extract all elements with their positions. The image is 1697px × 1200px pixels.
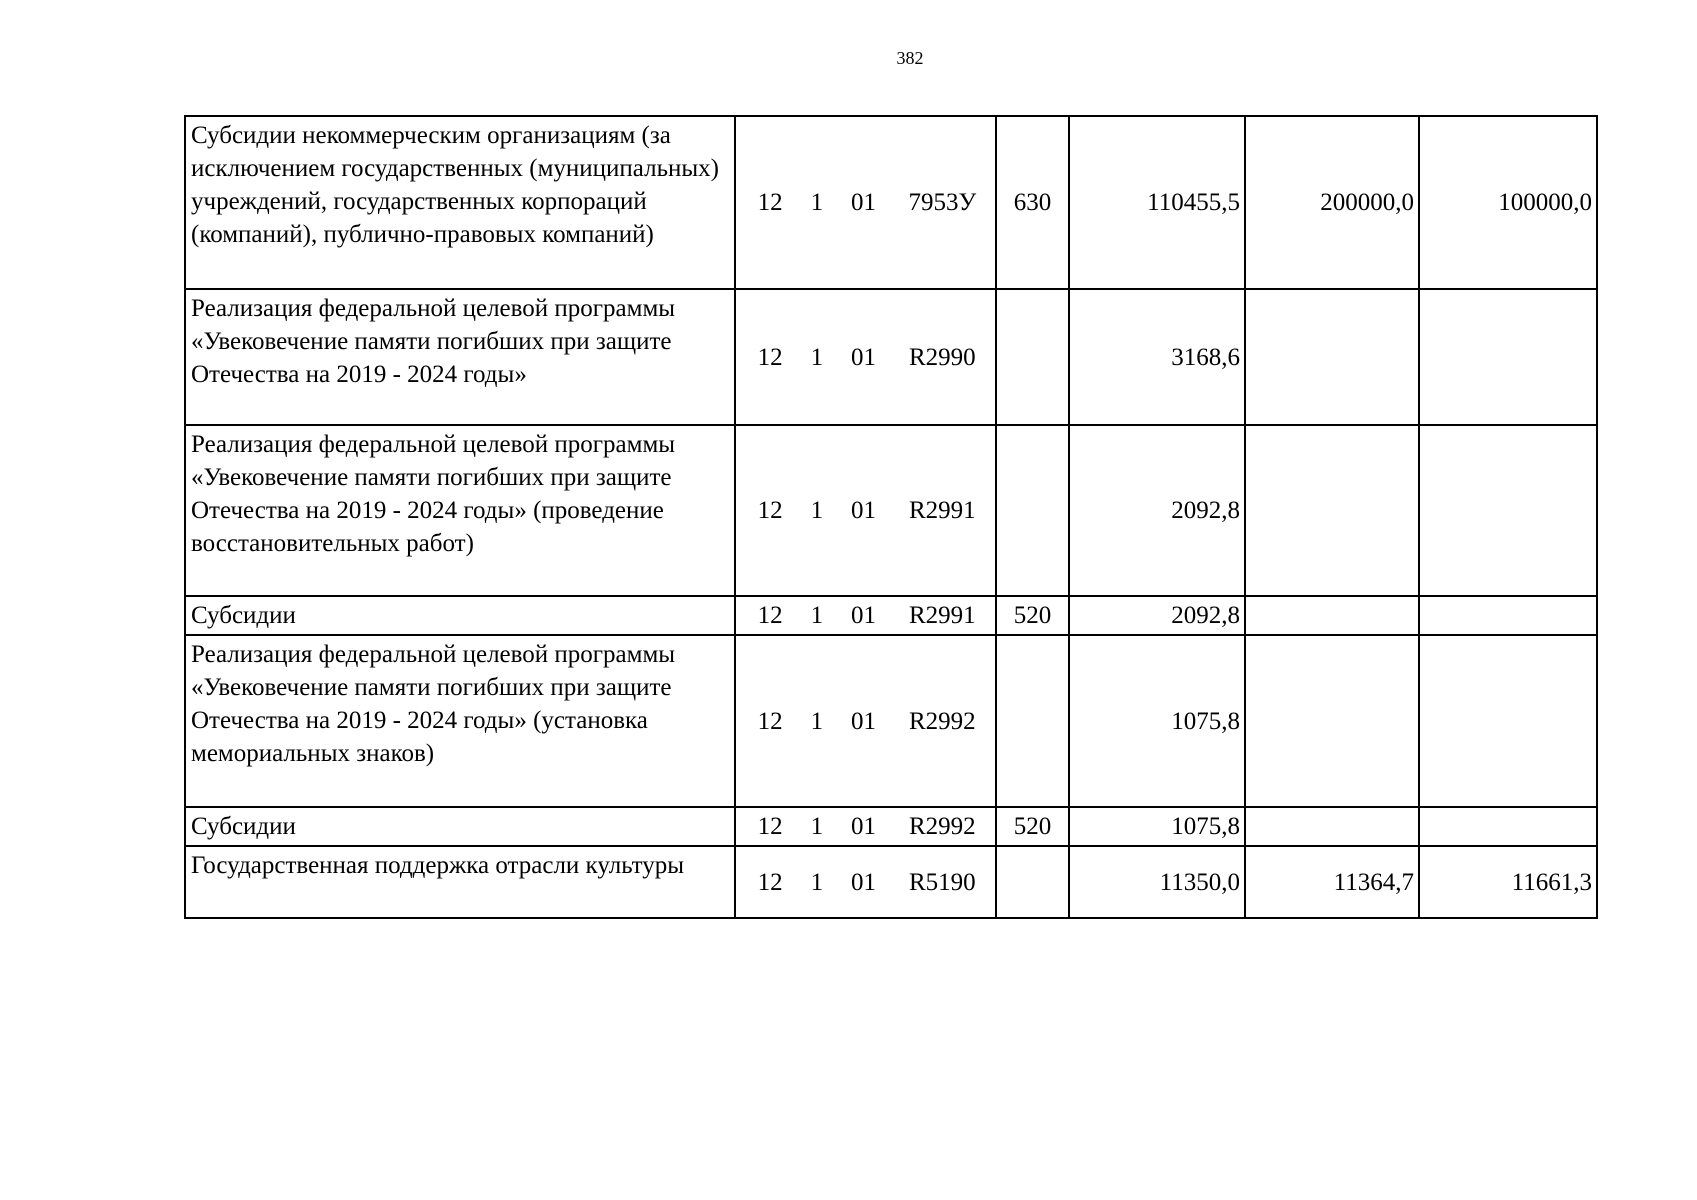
code-direction: R2991: [909, 602, 976, 629]
code-direction: 7953У: [908, 189, 977, 216]
code-subprogram: 1: [810, 497, 824, 524]
row-sum-2: 11364,7: [1245, 846, 1419, 918]
row-codes: [735, 807, 996, 846]
code-main-event: 01: [851, 868, 877, 896]
row-expense-type: [996, 846, 1069, 918]
row-sum-3: 100000,0: [1419, 116, 1597, 289]
code-program: 12: [757, 813, 783, 840]
code-main-event: 01: [851, 707, 877, 735]
code-program: 12: [757, 868, 783, 896]
row-sum-3: 11661,3: [1419, 846, 1597, 918]
code-program: 12: [757, 602, 783, 629]
row-name: Субсидии некоммерческим организациям (за исключением государственных (муниципальных) учреждений, государственных корпораций (компаний), публично-правовых компаний): [185, 116, 735, 289]
row-codes: [735, 635, 996, 807]
row-sum-1: 1075,8: [1069, 807, 1245, 846]
code-program: 12: [757, 189, 783, 216]
table-row: [185, 807, 1597, 846]
row-codes: [735, 425, 996, 596]
row-sum-3: [1419, 289, 1597, 425]
page-number: 382: [896, 48, 924, 68]
row-sum-1: 2092,8: [1069, 596, 1245, 635]
code-direction: R2992: [909, 813, 976, 840]
row-sum-2: [1245, 425, 1419, 596]
row-sum-1: 3168,6: [1069, 289, 1245, 425]
budget-table: [184, 115, 1598, 919]
row-name: Реализация федеральной целевой программы «Увековечение памяти погибших при защите Отечества на 2019 - 2024 годы» (проведение восстановительных работ): [185, 425, 735, 596]
row-expense-type: [996, 635, 1069, 807]
row-sum-1: 2092,8: [1069, 425, 1245, 596]
row-sum-3: [1419, 596, 1597, 635]
row-codes: [735, 596, 996, 635]
row-expense-type: 630: [996, 116, 1069, 289]
row-sum-2: [1245, 596, 1419, 635]
row-codes: [735, 846, 996, 918]
table-row: [185, 596, 1597, 635]
table-row: [185, 846, 1597, 918]
code-direction: R5190: [909, 868, 976, 896]
code-main-event: 01: [851, 189, 877, 216]
row-sum-3: [1419, 635, 1597, 807]
row-sum-2: 200000,0: [1245, 116, 1419, 289]
row-sum-2: [1245, 289, 1419, 425]
code-main-event: 01: [851, 602, 877, 629]
row-name: Реализация федеральной целевой программы «Увековечение памяти погибших при защите Отечества на 2019 - 2024 годы» (установка мемориальных знаков): [185, 635, 735, 807]
row-name: Государственная поддержка отрасли культуры: [185, 846, 735, 918]
table-row: [185, 425, 1597, 596]
table-row: [185, 635, 1597, 807]
table-row: [185, 116, 1597, 289]
row-expense-type: 520: [996, 807, 1069, 846]
code-direction: R2992: [909, 707, 976, 735]
table-row: [185, 289, 1597, 425]
row-sum-2: [1245, 807, 1419, 846]
row-expense-type: 520: [996, 596, 1069, 635]
code-subprogram: 1: [810, 343, 824, 371]
code-subprogram: 1: [810, 868, 824, 896]
code-subprogram: 1: [810, 813, 824, 840]
code-subprogram: 1: [810, 189, 824, 216]
row-sum-1: 110455,5: [1069, 116, 1245, 289]
code-direction: R2991: [909, 497, 976, 524]
row-name: Субсидии: [185, 807, 735, 846]
code-main-event: 01: [851, 813, 877, 840]
row-expense-type: [996, 289, 1069, 425]
row-name: Реализация федеральной целевой программы «Увековечение памяти погибших при защите Отечества на 2019 - 2024 годы»: [185, 289, 735, 425]
row-sum-2: [1245, 635, 1419, 807]
code-main-event: 01: [851, 343, 877, 371]
row-codes: [735, 116, 996, 289]
row-name: Субсидии: [185, 596, 735, 635]
code-program: 12: [757, 343, 783, 371]
code-subprogram: 1: [810, 707, 824, 735]
code-direction: R2990: [909, 343, 976, 371]
row-codes: [735, 289, 996, 425]
row-sum-1: 11350,0: [1069, 846, 1245, 918]
code-main-event: 01: [851, 497, 877, 524]
row-sum-1: 1075,8: [1069, 635, 1245, 807]
code-program: 12: [757, 497, 783, 524]
code-program: 12: [757, 707, 783, 735]
row-expense-type: [996, 425, 1069, 596]
row-sum-3: [1419, 425, 1597, 596]
row-sum-3: [1419, 807, 1597, 846]
code-subprogram: 1: [810, 602, 824, 629]
